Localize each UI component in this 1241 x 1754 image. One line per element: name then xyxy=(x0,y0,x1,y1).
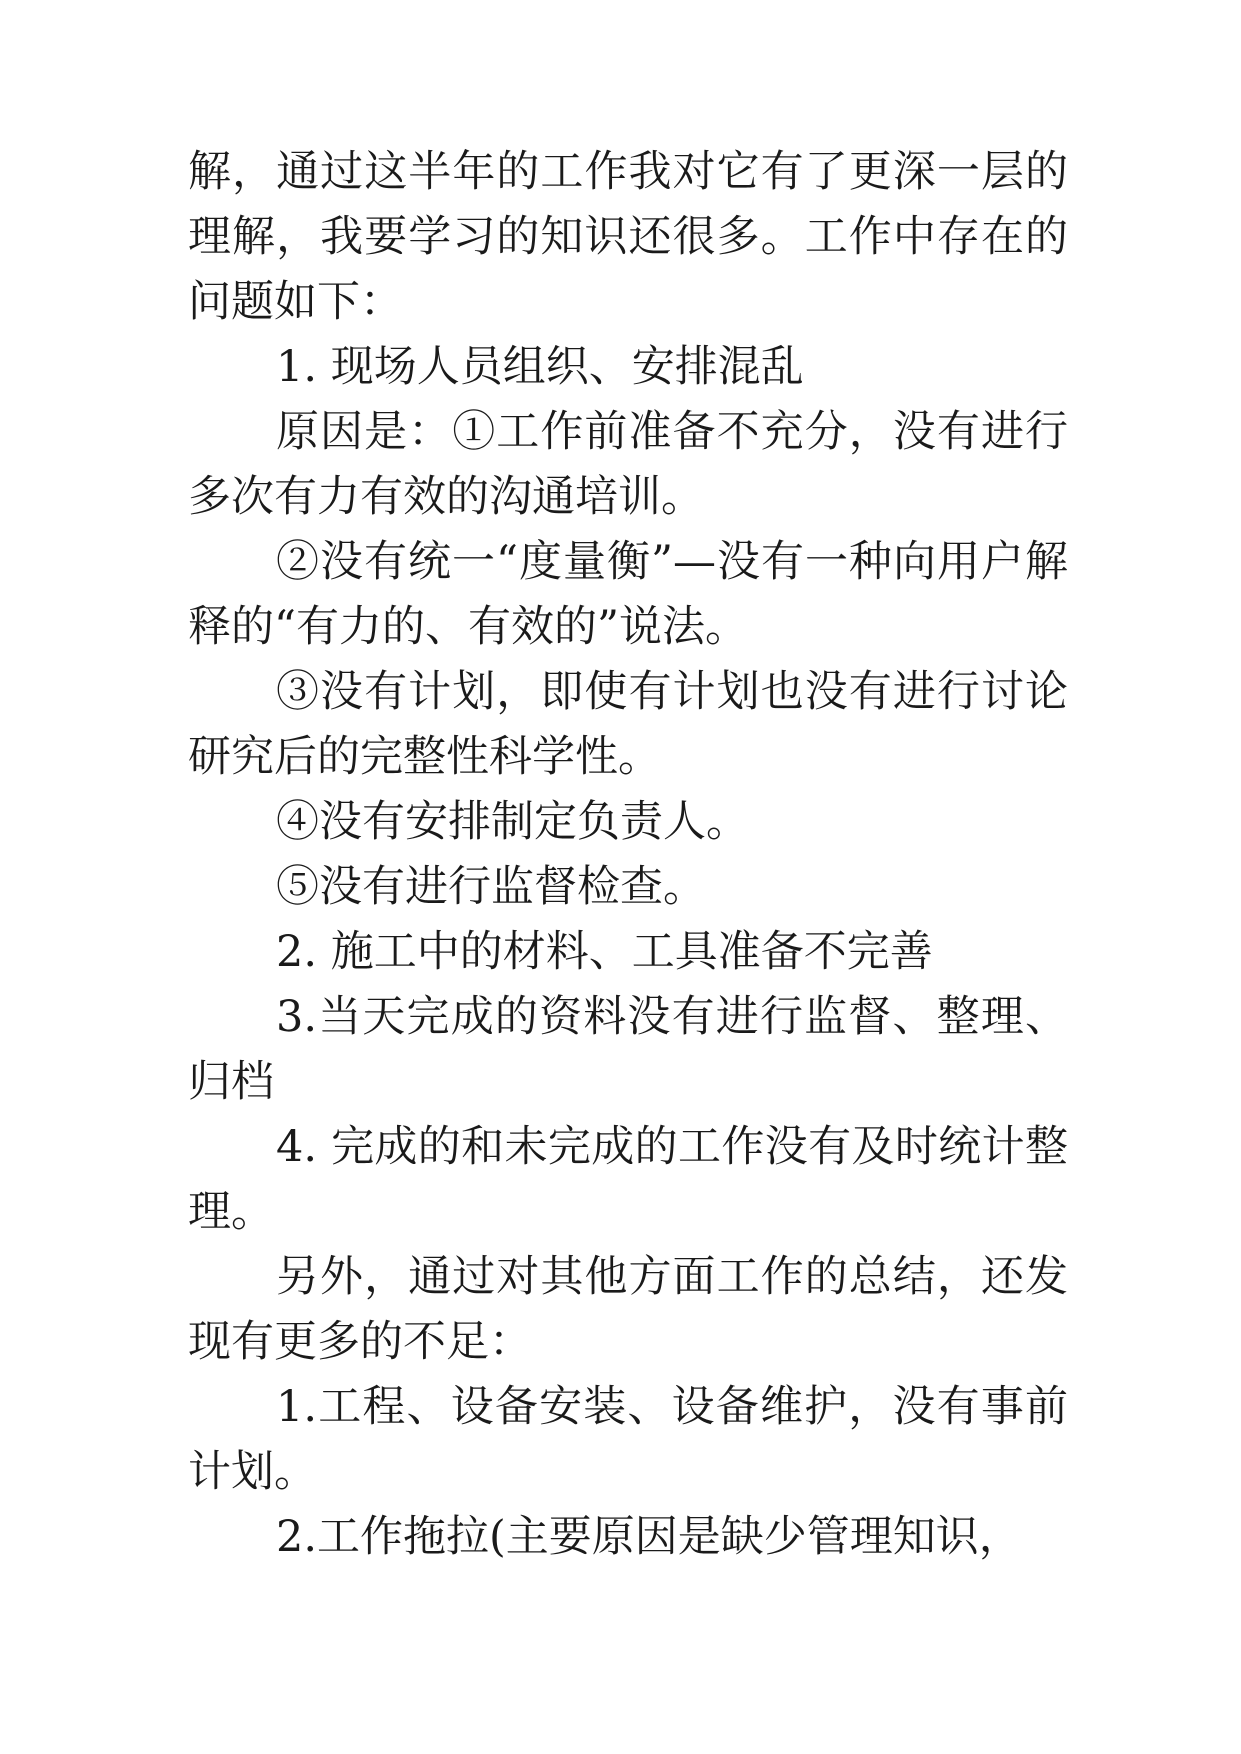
list-item-problem-1: 1. 现场人员组织、安排混乱 xyxy=(276,342,804,392)
paragraph-other-shortcomings: 另外，通过对其他方面工作的总结，还发现有更多的不足： xyxy=(188,1252,1068,1367)
paragraph-cause-2: ②没有统一“度量衡”—没有一种向用户解释的“有力的、有效的”说法。 xyxy=(188,537,1068,652)
document-body xyxy=(188,140,1068,1570)
list-item-shortcoming-2: 2.工作拖拉(主要原因是缺少管理知识， xyxy=(276,1512,1022,1562)
paragraph-continuation: 解，通过这半年的工作我对它有了更深一层的理解，我要学习的知识还很多。工作中存在的问题如下： xyxy=(188,147,1068,327)
list-item-problem-4: 4. 完成的和未完成的工作没有及时统计整理。 xyxy=(188,1122,1068,1237)
paragraph-cause-5: ⑤没有进行监督检查。 xyxy=(276,862,706,912)
paragraph-cause-1: 原因是：①工作前准备不充分，没有进行多次有力有效的沟通培训。 xyxy=(188,407,1068,522)
list-item-problem-3: 3.当天完成的资料没有进行监督、整理、归档 xyxy=(188,992,1068,1107)
paragraph-cause-3: ③没有计划，即使有计划也没有进行讨论研究后的完整性科学性。 xyxy=(188,667,1068,782)
list-item-shortcoming-1: 1.工程、设备安装、设备维护，没有事前计划。 xyxy=(188,1382,1068,1497)
list-item-problem-2: 2. 施工中的材料、工具准备不完善 xyxy=(276,927,933,977)
paragraph-cause-4: ④没有安排制定负责人。 xyxy=(276,797,749,847)
